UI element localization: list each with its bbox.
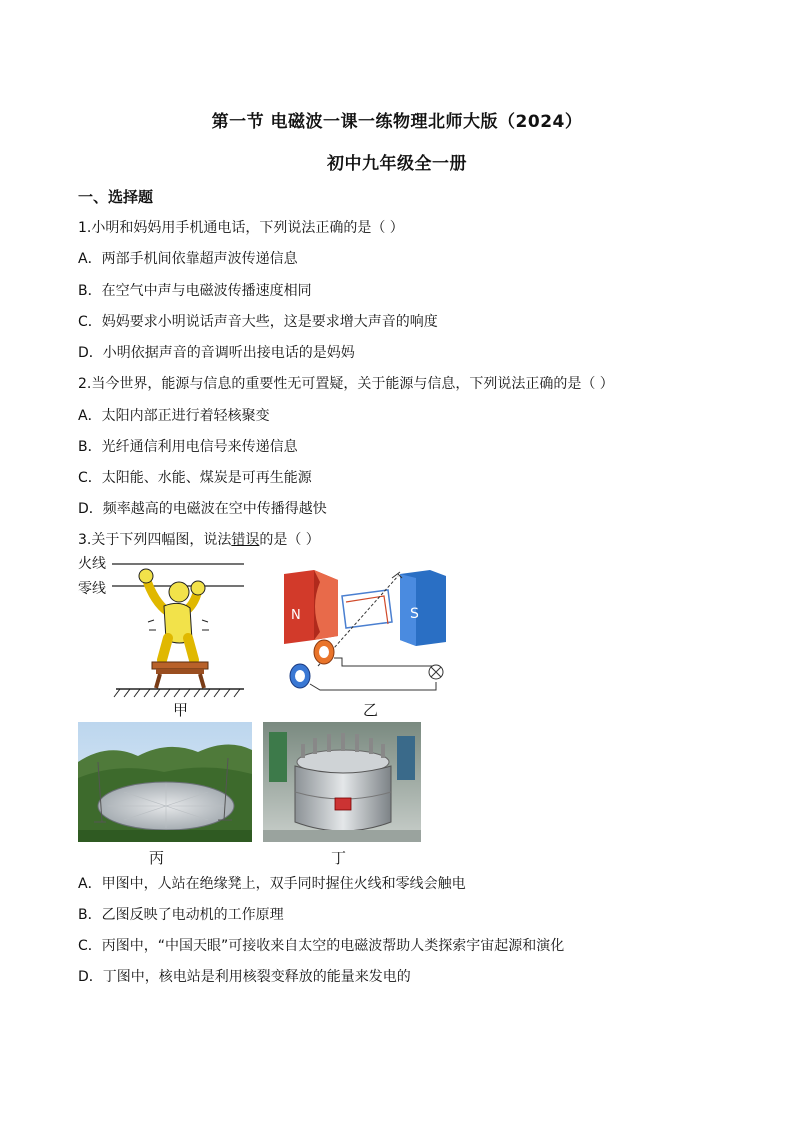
question-2-option-d: D．频率越高的电磁波在空中传播得越快 [78,501,327,517]
figure-jia-live-wire-label: 火线 [78,556,106,572]
figure-yi-north-pole-label: N [291,608,301,623]
question-3-option-d: D．丁图中，核电站是利用核裂变释放的能量来发电的 [78,969,411,985]
question-2-option-b: B．光纤通信利用电信号来传递信息 [78,439,298,455]
question-1-option-a: A．两部手机间依靠超声波传递信息 [78,251,298,267]
question-2-option-a: A．太阳内部正进行着轻核聚变 [78,408,270,424]
document-subtitle: 初中九年级全一册 [327,154,467,174]
figure-jia-caption: 甲 [173,701,189,719]
question-3-stem-emphasis: 错误 [231,532,260,548]
figure-yi-caption: 乙 [363,701,379,719]
document-title: 第一节 电磁波一课一练物理北师大版（2024） [211,112,583,132]
question-1-option-d: D．小明依据声音的音调听出接电话的是妈妈 [78,345,355,361]
question-1-option-b: B．在空气中声与电磁波传播速度相同 [78,283,312,299]
question-3-option-b: B．乙图反映了电动机的工作原理 [78,907,284,923]
question-3-stem-post: 的是（ ） [259,532,320,548]
figure-bing-caption: 丙 [149,849,165,867]
question-3-stem [78,529,320,549]
figure-ding-nuclear-device [263,722,421,842]
question-2-stem: 2.当今世界，能源与信息的重要性无可置疑，关于能源与信息，下列说法正确的是（ ） [78,376,614,392]
question-3-stem-pre: 3.关于下列四幅图，说法 [78,532,232,548]
figure-yi-south-pole-label: S [410,606,419,622]
section-heading: 一、选择题 [78,188,154,206]
figure-yi-generator [280,566,450,696]
question-3-option-a: A．甲图中，人站在绝缘凳上，双手同时握住火线和零线会触电 [78,876,466,892]
question-2-option-c: C．太阳能、水能、煤炭是可再生能源 [78,470,312,486]
figure-jia-neutral-wire-label: 零线 [78,581,106,597]
question-1-stem: 1.小明和妈妈用手机通电话，下列说法正确的是（ ） [78,220,404,236]
figure-ding-caption: 丁 [331,849,347,867]
question-1-option-c: C．妈妈要求小明说话声音大些，这是要求增大声音的响度 [78,314,438,330]
figure-bing-fast-telescope [78,722,252,842]
question-3-option-c: C．丙图中，“中国天眼”可接收来自太空的电磁波帮助人类探索宇宙起源和演化 [78,938,565,954]
